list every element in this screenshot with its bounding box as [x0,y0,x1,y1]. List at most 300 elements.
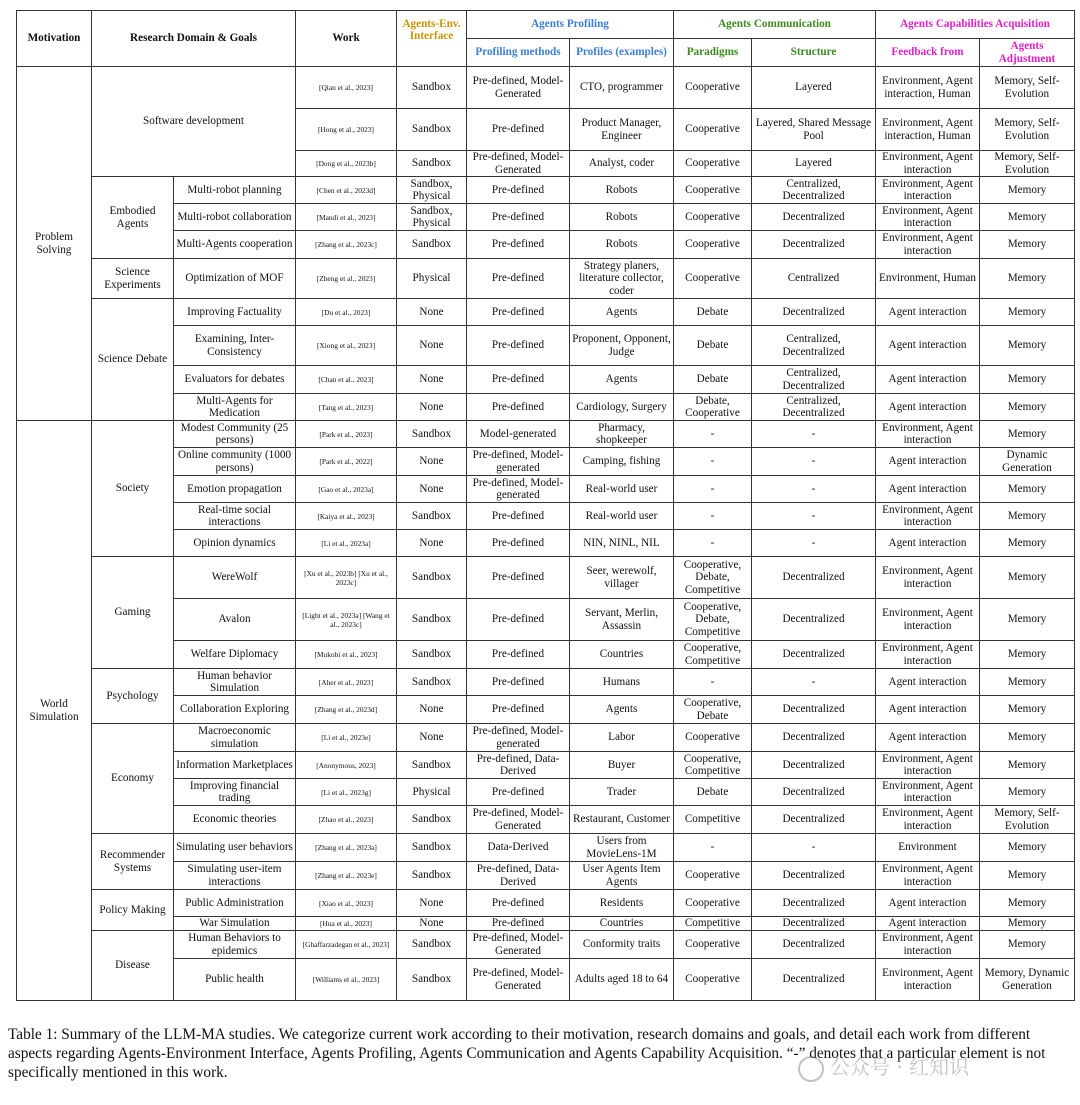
profiles-cell: User Agents Item Agents [570,862,674,890]
paradigm-cell: Debate [674,299,752,326]
adjustment-cell: Memory [980,669,1075,696]
adjustment-cell: Memory [980,917,1075,931]
header-profiling-methods: Profiling methods [467,39,570,67]
work-cell: [Zhao et al., 2023] [296,806,397,834]
header-capabilities: Agents Capabilities Acquisition [876,11,1075,39]
adjustment-cell: Dynamic Generation [980,448,1075,476]
env-cell: Physical [397,259,467,299]
paradigm-cell: Cooperative, Debate, Competitive [674,557,752,599]
adjustment-cell: Memory [980,696,1075,724]
profiles-cell: Analyst, coder [570,151,674,177]
feedback-cell: Agent interaction [876,917,980,931]
work-cell: [Mukobi et al., 2023] [296,641,397,669]
work-cell: [Zhang et al., 2023e] [296,862,397,890]
profiles-cell: Robots [570,204,674,231]
motivation-cell: Problem Solving [17,67,92,421]
feedback-cell: Environment, Agent interaction [876,752,980,779]
paradigm-cell: Cooperative, Debate, Competitive [674,599,752,641]
work-cell: [Hong et al., 2023] [296,109,397,151]
work-cell: [Park et al., 2023] [296,421,397,448]
header-profiling: Agents Profiling [467,11,674,39]
feedback-cell: Environment, Human [876,259,980,299]
work-cell: [Li et al., 2023e] [296,724,397,752]
structure-cell: Layered [752,67,876,109]
adjustment-cell: Memory [980,259,1075,299]
goal-cell: Multi-Agents for Medication [174,394,296,421]
env-cell: None [397,366,467,394]
profiles-cell: CTO, programmer [570,67,674,109]
goal-cell: Examining, Inter-Consistency [174,326,296,366]
structure-cell: - [752,503,876,530]
table-row [17,834,1075,862]
work-cell: [Qian et al., 2023] [296,67,397,109]
profiles-cell: Strategy planers, literature collector, coder [570,259,674,299]
adjustment-cell: Memory, Self-Evolution [980,67,1075,109]
domain-cell: Embodied Agents [92,177,174,259]
adjustment-cell: Memory, Self-Evolution [980,109,1075,151]
feedback-cell: Environment, Agent interaction [876,806,980,834]
work-cell: [Aher et al., 2023] [296,669,397,696]
profiles-cell: Restaurant, Customer [570,806,674,834]
table-row [17,599,1075,641]
profiling-method-cell: Pre-defined [467,917,570,931]
structure-cell: Decentralized [752,806,876,834]
env-cell: None [397,530,467,557]
header-paradigms: Paradigms [674,39,752,67]
env-cell: Sandbox [397,752,467,779]
work-cell: [Ghaffarzadegan et al., 2023] [296,931,397,959]
structure-cell: Centralized, Decentralized [752,394,876,421]
work-cell: [Xu et al., 2023b] [Xu et al., 2023c] [296,557,397,599]
paradigm-cell: Competitive [674,806,752,834]
goal-cell: Improving financial trading [174,779,296,806]
env-cell: Sandbox [397,641,467,669]
table-row [17,476,1075,503]
feedback-cell: Environment, Agent interaction [876,204,980,231]
feedback-cell: Agent interaction [876,724,980,752]
env-cell: None [397,890,467,917]
table-row [17,421,1075,448]
goal-cell: Real-time social interactions [174,503,296,530]
paradigm-cell: Cooperative [674,890,752,917]
feedback-cell: Environment, Agent interaction [876,177,980,204]
profiles-cell: Adults aged 18 to 64 [570,959,674,1001]
adjustment-cell: Memory [980,779,1075,806]
feedback-cell: Environment, Agent interaction, Human [876,109,980,151]
structure-cell: - [752,448,876,476]
work-cell: [Zhang et al., 2023a] [296,834,397,862]
work-cell: [Chen et al., 2023d] [296,177,397,204]
adjustment-cell: Memory [980,299,1075,326]
feedback-cell: Agent interaction [876,299,980,326]
env-cell: Sandbox [397,599,467,641]
profiling-method-cell: Pre-defined, Model-generated [467,724,570,752]
table-row [17,890,1075,917]
structure-cell: - [752,669,876,696]
feedback-cell: Agent interaction [876,696,980,724]
work-cell: [Mandi et al., 2023] [296,204,397,231]
paradigm-cell: - [674,530,752,557]
goal-cell: Human Behaviors to epidemics [174,931,296,959]
paradigm-cell: Cooperative [674,67,752,109]
profiling-method-cell: Pre-defined [467,696,570,724]
goal-cell: Collaboration Exploring [174,696,296,724]
profiles-cell: Product Manager, Engineer [570,109,674,151]
paradigm-cell: Cooperative [674,151,752,177]
watermark [798,1051,969,1082]
goal-cell: WereWolf [174,557,296,599]
feedback-cell: Agent interaction [876,890,980,917]
adjustment-cell: Memory [980,931,1075,959]
profiling-method-cell: Pre-defined [467,259,570,299]
table-row [17,696,1075,724]
env-cell: Sandbox [397,669,467,696]
profiling-method-cell: Pre-defined [467,641,570,669]
paradigm-cell: - [674,834,752,862]
adjustment-cell: Memory [980,834,1075,862]
paradigm-cell: Cooperative [674,231,752,259]
adjustment-cell: Memory [980,862,1075,890]
table-row [17,503,1075,530]
adjustment-cell: Memory [980,366,1075,394]
paradigm-cell: Debate [674,779,752,806]
table-row [17,326,1075,366]
structure-cell: Decentralized [752,779,876,806]
table-row [17,806,1075,834]
profiling-method-cell: Pre-defined [467,394,570,421]
profiles-cell: Robots [570,231,674,259]
goal-cell: Economic theories [174,806,296,834]
goal-cell: Macroeconomic simulation [174,724,296,752]
env-cell: Sandbox [397,231,467,259]
feedback-cell: Environment, Agent interaction [876,503,980,530]
header-communication: Agents Communication [674,11,876,39]
table-row [17,204,1075,231]
work-cell: [Kaiya et al., 2023] [296,503,397,530]
goal-cell: Optimization of MOF [174,259,296,299]
table-row [17,394,1075,421]
adjustment-cell: Memory [980,752,1075,779]
profiling-method-cell: Pre-defined [467,503,570,530]
env-cell: None [397,394,467,421]
wechat-icon [798,1056,824,1082]
adjustment-cell: Memory, Self-Evolution [980,151,1075,177]
work-cell: [Park et al., 2022] [296,448,397,476]
feedback-cell: Environment, Agent interaction [876,231,980,259]
paradigm-cell: - [674,503,752,530]
structure-cell: - [752,421,876,448]
profiling-method-cell: Pre-defined [467,890,570,917]
table-row [17,862,1075,890]
adjustment-cell: Memory [980,204,1075,231]
feedback-cell: Agent interaction [876,394,980,421]
work-cell: [Chan et al., 2023] [296,366,397,394]
adjustment-cell: Memory [980,476,1075,503]
structure-cell: Centralized, Decentralized [752,326,876,366]
structure-cell: - [752,476,876,503]
domain-cell: Science Debate [92,299,174,421]
env-cell: Sandbox [397,959,467,1001]
env-cell: Sandbox, Physical [397,177,467,204]
work-cell: [Li et al., 2023a] [296,530,397,557]
profiling-method-cell: Pre-defined [467,109,570,151]
table-row [17,366,1075,394]
header-adjustment: Agents Adjustment [980,39,1075,67]
feedback-cell: Environment, Agent interaction [876,599,980,641]
table-row [17,177,1075,204]
domain-cell: Society [92,421,174,557]
profiling-method-cell: Pre-defined, Model-Generated [467,806,570,834]
feedback-cell: Environment, Agent interaction [876,421,980,448]
paradigm-cell: - [674,421,752,448]
profiling-method-cell: Data-Derived [467,834,570,862]
structure-cell: - [752,834,876,862]
profiles-cell: Countries [570,917,674,931]
paradigm-cell: Cooperative, Competitive [674,641,752,669]
profiles-cell: Users from MovieLens-1M [570,834,674,862]
goal-cell: Evaluators for debates [174,366,296,394]
profiling-method-cell: Pre-defined, Model-Generated [467,67,570,109]
work-cell: [Zhang et al., 2023d] [296,696,397,724]
paradigm-cell: Cooperative [674,177,752,204]
env-cell: Sandbox [397,557,467,599]
header-profiles: Profiles (examples) [570,39,674,67]
feedback-cell: Environment, Agent interaction [876,931,980,959]
feedback-cell: Agent interaction [876,476,980,503]
structure-cell: Decentralized [752,724,876,752]
goal-cell: Multi-Agents cooperation [174,231,296,259]
env-cell: Sandbox [397,503,467,530]
env-cell: Sandbox [397,151,467,177]
profiling-method-cell: Pre-defined, Data-Derived [467,862,570,890]
feedback-cell: Environment, Agent interaction [876,959,980,1001]
env-cell: None [397,476,467,503]
feedback-cell: Environment, Agent interaction [876,779,980,806]
table-row [17,724,1075,752]
goal-cell: Avalon [174,599,296,641]
table-row [17,752,1075,779]
table-row [17,917,1075,931]
profiling-method-cell: Pre-defined [467,326,570,366]
env-cell: Sandbox [397,109,467,151]
structure-cell: Layered [752,151,876,177]
adjustment-cell: Memory [980,557,1075,599]
profiling-method-cell: Pre-defined [467,779,570,806]
profiles-cell: Buyer [570,752,674,779]
work-cell: [Williams et al., 2023] [296,959,397,1001]
domain-cell: Software development [92,67,296,177]
structure-cell: Centralized, Decentralized [752,366,876,394]
profiling-method-cell: Pre-defined [467,530,570,557]
env-cell: None [397,299,467,326]
goal-cell: Public health [174,959,296,1001]
profiling-method-cell: Pre-defined [467,599,570,641]
goal-cell: Simulating user-item interactions [174,862,296,890]
profiling-method-cell: Pre-defined [467,204,570,231]
goal-cell: Emotion propagation [174,476,296,503]
profiles-cell: NIN, NINL, NIL [570,530,674,557]
structure-cell: Decentralized [752,299,876,326]
domain-cell: Gaming [92,557,174,669]
goal-cell: Multi-robot planning [174,177,296,204]
work-cell: [Xiao et al., 2023] [296,890,397,917]
profiling-method-cell: Pre-defined [467,557,570,599]
profiles-cell: Real-world user [570,476,674,503]
header-domain: Research Domain & Goals [92,11,296,67]
structure-cell: Decentralized [752,752,876,779]
env-cell: Sandbox [397,67,467,109]
structure-cell: Decentralized [752,204,876,231]
profiles-cell: Real-world user [570,503,674,530]
feedback-cell: Agent interaction [876,530,980,557]
feedback-cell: Agent interaction [876,448,980,476]
goal-cell: Simulating user behaviors [174,834,296,862]
adjustment-cell: Memory [980,326,1075,366]
adjustment-cell: Memory [980,641,1075,669]
domain-cell: Psychology [92,669,174,724]
work-cell: [Li et al., 2023g] [296,779,397,806]
work-cell: [Tang et al., 2023] [296,394,397,421]
paradigm-cell: - [674,476,752,503]
profiles-cell: Agents [570,696,674,724]
profiles-cell: Pharmacy, shopkeeper [570,421,674,448]
profiles-cell: Seer, werewolf, villager [570,557,674,599]
paradigm-cell: Debate [674,326,752,366]
work-cell: [Xiong et al., 2023] [296,326,397,366]
structure-cell: Centralized, Decentralized [752,177,876,204]
profiles-cell: Servant, Merlin, Assassin [570,599,674,641]
profiling-method-cell: Pre-defined, Data-Derived [467,752,570,779]
env-cell: Sandbox [397,862,467,890]
header-structure: Structure [752,39,876,67]
watermark-text: 公众号 · 红知识 [830,1055,970,1079]
profiling-method-cell: Pre-defined [467,669,570,696]
table-row [17,448,1075,476]
env-cell: None [397,917,467,931]
paradigm-cell: Cooperative [674,259,752,299]
paradigm-cell: Cooperative [674,862,752,890]
env-cell: None [397,448,467,476]
feedback-cell: Environment, Agent interaction [876,151,980,177]
work-cell: [Du et al., 2023] [296,299,397,326]
header-env: Agents-Env. Interface [397,11,467,67]
domain-cell: Recommender Systems [92,834,174,890]
table-row [17,779,1075,806]
adjustment-cell: Memory [980,394,1075,421]
work-cell: [Anonymous, 2023] [296,752,397,779]
summary-table [16,10,1075,1001]
structure-cell: Decentralized [752,557,876,599]
adjustment-cell: Memory [980,890,1075,917]
profiles-cell: Residents [570,890,674,917]
table-body [17,67,1075,1001]
profiling-method-cell: Pre-defined [467,231,570,259]
profiles-cell: Robots [570,177,674,204]
env-cell: None [397,724,467,752]
work-cell: [Light et al., 2023a] [Wang et al., 2023c] [296,599,397,641]
structure-cell: - [752,530,876,557]
work-cell: [Zhang et al., 2023c] [296,231,397,259]
domain-cell: Economy [92,724,174,834]
goal-cell: Information Marketplaces [174,752,296,779]
profiles-cell: Cardiology, Surgery [570,394,674,421]
table-caption: Table 1: Summary of the LLM-MA studies. We categorize current work according to their motivation, research domains and goals, and detail each work from different aspects regarding Agents-Environment Interface, Agents Profiling, Agents Communication and Agents Capability Acquisition. “-” denotes that a particular element is not specifically mentioned in this work. [8,1026,1046,1081]
header-motivation: Motivation [17,11,92,67]
profiling-method-cell: Pre-defined [467,366,570,394]
profiles-cell: Conformity traits [570,931,674,959]
structure-cell: Centralized [752,259,876,299]
goal-cell: Online community (1000 persons) [174,448,296,476]
goal-cell: Human behavior Simulation [174,669,296,696]
profiling-method-cell: Pre-defined, Model-generated [467,476,570,503]
structure-cell: Layered, Shared Message Pool [752,109,876,151]
structure-cell: Decentralized [752,641,876,669]
paradigm-cell: Competitive [674,917,752,931]
feedback-cell: Agent interaction [876,326,980,366]
feedback-cell: Environment, Agent interaction, Human [876,67,980,109]
feedback-cell: Environment [876,834,980,862]
structure-cell: Decentralized [752,917,876,931]
env-cell: Sandbox [397,931,467,959]
adjustment-cell: Memory [980,599,1075,641]
paradigm-cell: Cooperative [674,109,752,151]
paradigm-cell: - [674,448,752,476]
paradigm-cell: Cooperative [674,931,752,959]
table-row [17,299,1075,326]
table-row [17,931,1075,959]
profiles-cell: Trader [570,779,674,806]
goal-cell: Multi-robot collaboration [174,204,296,231]
goal-cell: Modest Community (25 persons) [174,421,296,448]
profiles-cell: Camping, fishing [570,448,674,476]
adjustment-cell: Memory [980,177,1075,204]
goal-cell: Welfare Diplomacy [174,641,296,669]
feedback-cell: Agent interaction [876,669,980,696]
env-cell: None [397,326,467,366]
adjustment-cell: Memory [980,231,1075,259]
structure-cell: Decentralized [752,599,876,641]
profiling-method-cell: Pre-defined, Model-Generated [467,151,570,177]
table-row [17,959,1075,1001]
table-row [17,530,1075,557]
feedback-cell: Environment, Agent interaction [876,641,980,669]
profiles-cell: Labor [570,724,674,752]
profiles-cell: Proponent, Opponent, Judge [570,326,674,366]
profiling-method-cell: Pre-defined [467,299,570,326]
table-row [17,259,1075,299]
goal-cell: Improving Factuality [174,299,296,326]
env-cell: None [397,696,467,724]
paradigm-cell: Cooperative, Competitive [674,752,752,779]
profiling-method-cell: Pre-defined, Model-Generated [467,931,570,959]
domain-cell: Disease [92,931,174,1001]
paradigm-cell: Cooperative [674,959,752,1001]
profiles-cell: Agents [570,366,674,394]
header-work: Work [296,11,397,67]
profiles-cell: Countries [570,641,674,669]
paradigm-cell: Cooperative [674,204,752,231]
work-cell: [Zheng et al., 2023] [296,259,397,299]
header-feedback: Feedback from [876,39,980,67]
structure-cell: Decentralized [752,890,876,917]
paradigm-cell: Cooperative [674,724,752,752]
env-cell: Sandbox [397,806,467,834]
profiling-method-cell: Pre-defined, Model-Generated [467,959,570,1001]
table-row [17,641,1075,669]
profiles-cell: Humans [570,669,674,696]
work-cell: [Hua et al., 2023] [296,917,397,931]
env-cell: Sandbox [397,421,467,448]
